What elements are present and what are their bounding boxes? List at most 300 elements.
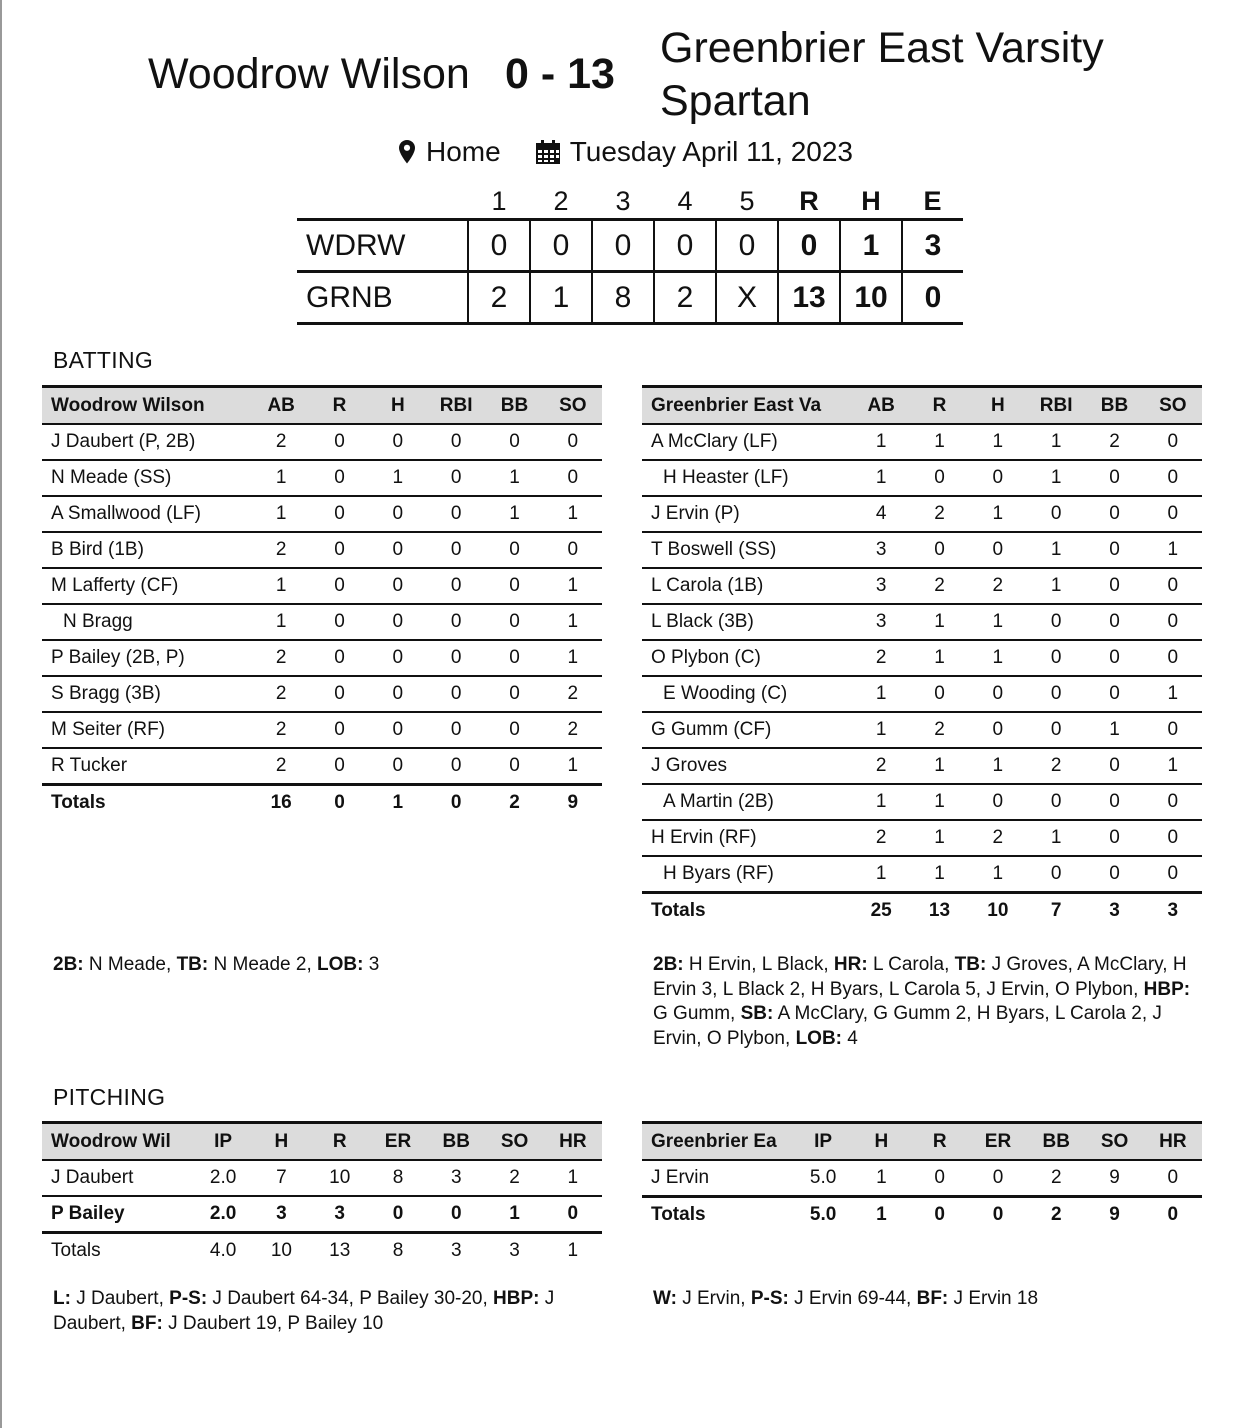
stat-cell: 0 [910, 532, 968, 568]
inning-score: 0 [716, 220, 778, 272]
stat-cell: 0 [427, 1196, 485, 1233]
stat-cell: 0 [427, 785, 485, 821]
stat-cell: 0 [1027, 640, 1085, 676]
stat-cell: 0 [910, 676, 968, 712]
table-row [42, 676, 602, 712]
table-row [42, 748, 602, 785]
column-header: H [369, 387, 427, 425]
batting-header-row [42, 387, 602, 425]
stat-cell: 1 [1085, 712, 1143, 748]
stat-cell: 0 [369, 640, 427, 676]
inning-score: 8 [592, 272, 654, 324]
table-row [642, 604, 1202, 640]
stat-cell: 4.0 [194, 1233, 252, 1269]
pitcher-name: J Daubert [42, 1160, 194, 1196]
column-header: R [911, 1123, 969, 1161]
linescore-header-row [297, 184, 963, 220]
player-name: P Bailey (2B, P) [42, 640, 252, 676]
stat-cell: 2 [852, 640, 910, 676]
stat-cell: 3 [852, 568, 910, 604]
stat-cell: 1 [252, 568, 310, 604]
stat-cell: 0 [969, 460, 1027, 496]
pitching-section-title: PITCHING [53, 1084, 166, 1110]
stat-cell: 2 [485, 1160, 543, 1196]
stat-cell: 2 [852, 820, 910, 856]
stat-cell: 0 [310, 604, 368, 640]
hits-total: 10 [840, 272, 902, 324]
player-name: A McClary (LF) [642, 424, 852, 460]
table-row [642, 748, 1202, 784]
note-text: N Meade 2, [208, 954, 317, 975]
linescore-row-home [297, 272, 963, 324]
stat-cell: 25 [852, 893, 910, 929]
stat-cell: 0 [369, 568, 427, 604]
stat-cell: 3 [852, 532, 910, 568]
inning-header: 1 [491, 185, 507, 216]
totals-label: Totals [42, 785, 252, 821]
note-text: H Ervin, L Black, [683, 954, 834, 975]
table-row [642, 568, 1202, 604]
stat-cell: 0 [369, 748, 427, 785]
errors-total: 0 [902, 272, 963, 324]
stat-cell: 2 [969, 568, 1027, 604]
stat-cell: 0 [1144, 820, 1202, 856]
column-header: SO [1085, 1123, 1143, 1161]
player-name: M Lafferty (CF) [42, 568, 252, 604]
note-label: HBP: [493, 1288, 540, 1309]
stat-cell: 1 [252, 496, 310, 532]
stat-cell: 2 [910, 496, 968, 532]
stat-cell: 3 [1085, 893, 1143, 929]
column-header: HR [544, 1123, 602, 1161]
stat-cell: 0 [1085, 676, 1143, 712]
table-row [42, 532, 602, 568]
stat-cell: 0 [369, 1196, 427, 1233]
table-row [42, 712, 602, 748]
note-text: G Gumm, [653, 1003, 741, 1024]
note-label: LOB: [317, 954, 364, 975]
stat-cell: 1 [369, 460, 427, 496]
stat-cell: 2 [485, 785, 543, 821]
totals-label: Totals [42, 1233, 194, 1269]
stat-cell: 0 [310, 712, 368, 748]
stat-cell: 1 [1027, 460, 1085, 496]
note-label: P-S: [169, 1288, 208, 1309]
table-row [42, 1196, 602, 1233]
stat-cell: 10 [311, 1160, 369, 1196]
stat-cell: 0 [910, 460, 968, 496]
stat-cell: 0 [1027, 784, 1085, 820]
team-header: Woodrow Wilson [42, 387, 252, 425]
note-text: L Carola, [867, 954, 955, 975]
map-pin-icon [398, 139, 416, 165]
column-header: SO [544, 387, 602, 425]
away-team-name: Woodrow Wilson [148, 50, 470, 98]
stat-cell: 0 [1144, 640, 1202, 676]
column-header: R [311, 1123, 369, 1161]
stat-cell: 1 [969, 424, 1027, 460]
stat-cell: 1 [1144, 676, 1202, 712]
stat-cell: 1 [910, 640, 968, 676]
pitcher-name: J Ervin [642, 1160, 794, 1197]
inning-header: 5 [739, 185, 755, 216]
team-header: Greenbrier Ea [642, 1123, 794, 1161]
stat-cell: 16 [252, 785, 310, 821]
inning-score: X [716, 272, 778, 324]
linescore-row-away [297, 220, 963, 272]
stat-cell: 1 [852, 1197, 910, 1233]
stat-cell: 7 [252, 1160, 310, 1196]
stat-cell: 1 [1027, 820, 1085, 856]
column-header: BB [485, 387, 543, 425]
stat-cell: 1 [969, 748, 1027, 784]
stat-cell: 2 [252, 640, 310, 676]
column-header: HR [1144, 1123, 1202, 1161]
column-header: BB [427, 1123, 485, 1161]
runs-total: 0 [778, 220, 840, 272]
inning-score: 2 [468, 272, 530, 324]
inning-score: 0 [654, 220, 716, 272]
note-text: A McClary, G Gumm 2, H Byars, L Carola 2, J Ervin, O Plybon, [653, 1003, 1162, 1049]
hits-header: H [861, 185, 881, 216]
stat-cell: 13 [910, 893, 968, 929]
column-header: SO [485, 1123, 543, 1161]
note-text: J Ervin 18 [948, 1288, 1039, 1309]
stat-cell: 0 [969, 532, 1027, 568]
stat-cell: 1 [544, 1233, 602, 1269]
pitching-header-row [642, 1123, 1202, 1161]
team-abbr: WDRW [297, 220, 468, 272]
stat-cell: 0 [427, 748, 485, 785]
stat-cell: 1 [852, 1160, 910, 1197]
batting-notes-away [53, 953, 593, 978]
table-row [642, 532, 1202, 568]
stat-cell: 0 [427, 460, 485, 496]
stat-cell: 2 [910, 568, 968, 604]
column-header: R [910, 387, 968, 425]
totals-row [42, 1233, 602, 1269]
stat-cell: 0 [427, 712, 485, 748]
table-row [642, 820, 1202, 856]
column-header: IP [194, 1123, 252, 1161]
table-row [42, 1160, 602, 1196]
table-row [642, 640, 1202, 676]
stat-cell: 0 [1085, 568, 1143, 604]
stat-cell: 0 [544, 424, 602, 460]
player-name: S Bragg (3B) [42, 676, 252, 712]
stat-cell: 2 [252, 676, 310, 712]
batting-table-away [42, 385, 602, 820]
stat-cell: 1 [369, 785, 427, 821]
stat-cell: 0 [369, 496, 427, 532]
inning-header: 3 [615, 185, 631, 216]
stat-cell: 0 [1144, 784, 1202, 820]
stat-cell: 0 [310, 640, 368, 676]
stat-cell: 1 [485, 496, 543, 532]
note-label: TB: [176, 954, 209, 975]
totals-label: Totals [642, 893, 852, 929]
home-team-name-line2: Spartan [660, 77, 811, 125]
column-header: RBI [427, 387, 485, 425]
stat-cell: 1 [969, 856, 1027, 893]
stat-cell: 2 [1027, 748, 1085, 784]
player-name: J Groves [642, 748, 852, 784]
stat-cell: 0 [1144, 1160, 1202, 1197]
stat-cell: 1 [544, 568, 602, 604]
stat-cell: 2 [252, 712, 310, 748]
stat-cell: 0 [427, 604, 485, 640]
stat-cell: 1 [910, 748, 968, 784]
stat-cell: 0 [1027, 856, 1085, 893]
stat-cell: 2 [1027, 1197, 1085, 1233]
column-header: R [310, 387, 368, 425]
table-row [642, 424, 1202, 460]
player-name: L Carola (1B) [642, 568, 852, 604]
stat-cell: 1 [852, 712, 910, 748]
stat-cell: 2 [852, 748, 910, 784]
column-header: IP [794, 1123, 852, 1161]
stat-cell: 0 [427, 424, 485, 460]
inning-score: 0 [530, 220, 592, 272]
table-row [42, 424, 602, 460]
stat-cell: 9 [544, 785, 602, 821]
totals-row [642, 893, 1202, 929]
player-name: L Black (3B) [642, 604, 852, 640]
stat-cell: 0 [427, 496, 485, 532]
stat-cell: 9 [1085, 1197, 1143, 1233]
inning-score: 2 [654, 272, 716, 324]
inning-header: 2 [553, 185, 569, 216]
stat-cell: 1 [969, 604, 1027, 640]
stat-cell: 0 [1027, 604, 1085, 640]
note-label: HBP: [1143, 978, 1191, 1000]
stat-cell: 1 [1027, 532, 1085, 568]
column-header: ER [969, 1123, 1027, 1161]
table-row [642, 460, 1202, 496]
stat-cell: 1 [485, 460, 543, 496]
stat-cell: 1 [852, 856, 910, 893]
stat-cell: 0 [1027, 496, 1085, 532]
stat-cell: 1 [1027, 424, 1085, 460]
table-row [42, 640, 602, 676]
stat-cell: 0 [369, 676, 427, 712]
stat-cell: 1 [544, 640, 602, 676]
stat-cell: 0 [544, 1196, 602, 1233]
stat-cell: 1 [544, 1160, 602, 1196]
batting-table-home [642, 385, 1202, 928]
stat-cell: 1 [252, 460, 310, 496]
game-meta [398, 136, 853, 168]
stat-cell: 3 [427, 1160, 485, 1196]
column-header: BB [1027, 1123, 1085, 1161]
note-label: LOB: [795, 1027, 842, 1049]
note-text: J Daubert 64-34, P Bailey 30-20, [207, 1288, 494, 1309]
stat-cell: 0 [369, 604, 427, 640]
stat-cell: 1 [910, 856, 968, 893]
table-row [42, 460, 602, 496]
stat-cell: 0 [310, 532, 368, 568]
player-name: J Ervin (P) [642, 496, 852, 532]
stat-cell: 2 [1085, 424, 1143, 460]
stat-cell: 0 [310, 785, 368, 821]
player-name: B Bird (1B) [42, 532, 252, 568]
stat-cell: 2 [252, 532, 310, 568]
stat-cell: 3 [1144, 893, 1202, 929]
stat-cell: 0 [427, 568, 485, 604]
note-label: BF: [916, 1288, 949, 1309]
inning-score: 1 [530, 272, 592, 324]
stat-cell: 1 [1144, 748, 1202, 784]
stat-cell: 0 [544, 460, 602, 496]
note-label: BF: [131, 1312, 163, 1334]
stat-cell: 0 [1144, 424, 1202, 460]
note-text: 4 [842, 1027, 858, 1049]
table-row [42, 496, 602, 532]
stat-cell: 1 [969, 496, 1027, 532]
stat-cell: 0 [911, 1197, 969, 1233]
player-name: T Boswell (SS) [642, 532, 852, 568]
stat-cell: 0 [369, 532, 427, 568]
table-row [642, 784, 1202, 820]
table-row [42, 568, 602, 604]
pitching-table-home [642, 1121, 1202, 1232]
note-label: 2B: [653, 954, 684, 975]
column-header: H [969, 387, 1027, 425]
stat-cell: 0 [310, 748, 368, 785]
inning-score: 0 [468, 220, 530, 272]
stat-cell: 0 [969, 1160, 1027, 1197]
stat-cell: 2 [544, 712, 602, 748]
stat-cell: 0 [1085, 496, 1143, 532]
stat-cell: 0 [1085, 640, 1143, 676]
player-name: H Byars (RF) [642, 856, 852, 893]
stat-cell: 10 [252, 1233, 310, 1269]
stat-cell: 10 [969, 893, 1027, 929]
pitcher-name: P Bailey [42, 1196, 194, 1233]
totals-row [42, 785, 602, 821]
stat-cell: 2 [910, 712, 968, 748]
stat-cell: 9 [1085, 1160, 1143, 1197]
stat-cell: 2 [969, 820, 1027, 856]
stat-cell: 1 [969, 640, 1027, 676]
team-abbr: GRNB [297, 272, 468, 324]
stat-cell: 2 [1027, 1160, 1085, 1197]
home-team-name [660, 22, 1104, 128]
stat-cell: 3 [427, 1233, 485, 1269]
stat-cell: 0 [310, 460, 368, 496]
runs-total: 13 [778, 272, 840, 324]
player-name: J Daubert (P, 2B) [42, 424, 252, 460]
note-text: 3 [363, 954, 380, 975]
column-header: AB [852, 387, 910, 425]
table-row [642, 712, 1202, 748]
stat-cell: 0 [1085, 604, 1143, 640]
player-name: R Tucker [42, 748, 252, 785]
note-text: J Daubert, [70, 1288, 170, 1309]
note-label: L: [53, 1288, 71, 1309]
note-label: HR: [833, 954, 868, 975]
stat-cell: 1 [852, 424, 910, 460]
stat-cell: 0 [485, 676, 543, 712]
column-header: AB [252, 387, 310, 425]
note-label: TB: [954, 954, 987, 975]
stat-cell: 5.0 [794, 1197, 852, 1233]
errors-total: 3 [902, 220, 963, 272]
stat-cell: 0 [369, 712, 427, 748]
stat-cell: 0 [1085, 532, 1143, 568]
stat-cell: 3 [252, 1196, 310, 1233]
stat-cell: 0 [427, 532, 485, 568]
batting-header-row [642, 387, 1202, 425]
team-header: Greenbrier East Va [642, 387, 852, 425]
runs-header: R [799, 185, 819, 216]
stat-cell: 1 [910, 424, 968, 460]
pitching-notes-home [653, 1287, 1198, 1312]
note-text: J Daubert 19, P Bailey 10 [162, 1312, 384, 1334]
stat-cell: 0 [310, 424, 368, 460]
stat-cell: 0 [485, 604, 543, 640]
note-label: SB: [740, 1003, 774, 1024]
stat-cell: 0 [310, 568, 368, 604]
location-label: Home [426, 136, 501, 167]
stat-cell: 0 [544, 532, 602, 568]
player-name: M Seiter (RF) [42, 712, 252, 748]
player-name: N Bragg [42, 604, 252, 640]
batting-section-title: BATTING [53, 347, 154, 373]
note-text: J Daubert, [53, 1288, 555, 1334]
stat-cell: 0 [1144, 712, 1202, 748]
stat-cell: 1 [910, 820, 968, 856]
player-name: A Smallwood (LF) [42, 496, 252, 532]
stat-cell: 2 [252, 424, 310, 460]
stat-cell: 0 [485, 712, 543, 748]
stat-cell: 0 [310, 496, 368, 532]
note-label: P-S: [750, 1288, 789, 1309]
stat-cell: 0 [1085, 820, 1143, 856]
stat-cell: 1 [910, 604, 968, 640]
stat-cell: 0 [485, 748, 543, 785]
batting-notes-home [653, 953, 1198, 1051]
note-label: W: [653, 1288, 677, 1309]
stat-cell: 3 [852, 604, 910, 640]
calendar-icon [535, 139, 561, 165]
errors-header: E [923, 185, 942, 216]
stat-cell: 8 [369, 1233, 427, 1269]
pitching-table-away [42, 1121, 602, 1268]
stat-cell: 3 [485, 1233, 543, 1269]
column-header: H [852, 1123, 910, 1161]
totals-label: Totals [642, 1197, 794, 1233]
stat-cell: 1 [544, 748, 602, 785]
column-header: ER [369, 1123, 427, 1161]
player-name: H Ervin (RF) [642, 820, 852, 856]
player-name: N Meade (SS) [42, 460, 252, 496]
stat-cell: 0 [1085, 856, 1143, 893]
stat-cell: 1 [852, 676, 910, 712]
stat-cell: 2.0 [194, 1160, 252, 1196]
stat-cell: 0 [969, 784, 1027, 820]
hits-total: 1 [840, 220, 902, 272]
table-row [642, 676, 1202, 712]
note-text: N Meade, [83, 954, 177, 975]
stat-cell: 13 [311, 1233, 369, 1269]
stat-cell: 0 [911, 1160, 969, 1197]
stat-cell: 0 [485, 424, 543, 460]
linescore-table [297, 184, 963, 325]
stat-cell: 0 [1144, 604, 1202, 640]
player-name: E Wooding (C) [642, 676, 852, 712]
stat-cell: 0 [310, 676, 368, 712]
